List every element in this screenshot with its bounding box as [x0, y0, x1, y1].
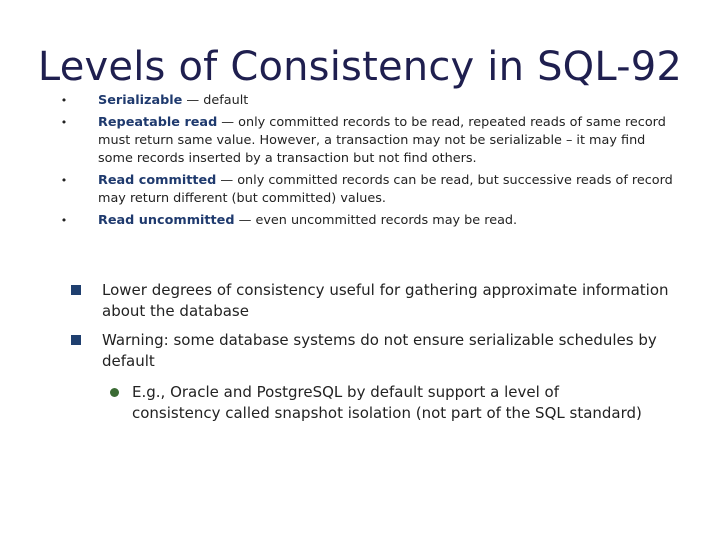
- bullet-icon: •: [60, 214, 68, 227]
- level-term: Serializable: [98, 93, 183, 108]
- level-desc: — default: [182, 93, 249, 108]
- level-desc: — only committed records to be read, repeated reads of same record must return same value. However, a transaction may not be serializable – it may find some records inserted by a transaction but not find others.: [98, 115, 666, 166]
- level-item-serializable: [58, 92, 678, 110]
- level-desc: — only committed records can be read, but successive reads of record may return different (but committed) values.: [98, 173, 673, 206]
- square-bullet-icon: [71, 335, 81, 345]
- level-term: Read committed: [98, 173, 217, 188]
- level-item-read-uncommitted: [58, 212, 678, 230]
- consistency-levels-list: [58, 92, 678, 230]
- square-bullet-icon: [71, 285, 81, 295]
- point-lower-degrees: [70, 280, 670, 322]
- level-term: Read uncommitted: [98, 213, 235, 228]
- level-term: Repeatable read: [98, 115, 218, 130]
- bullet-icon: •: [60, 116, 68, 129]
- slide-title: Levels of Consistency in SQL-92: [37, 44, 683, 90]
- subpoint-example: [108, 382, 648, 424]
- subpoint-text: E.g., Oracle and PostgreSQL by default support a level of consistency called snapshot isolation (not part of the SQL standard): [132, 383, 642, 422]
- circle-bullet-icon: [110, 388, 119, 397]
- point-text: Lower degrees of consistency useful for gathering approximate information about the database: [102, 281, 669, 320]
- bullet-icon: •: [60, 94, 68, 107]
- level-item-repeatable-read: [58, 114, 678, 168]
- level-item-read-committed: [58, 172, 678, 208]
- point-text: Warning: some database systems do not ensure serializable schedules by default: [102, 331, 657, 370]
- sub-points-list: [108, 382, 648, 424]
- point-warning: [70, 330, 670, 372]
- main-points-list: [70, 280, 670, 372]
- bullet-icon: •: [60, 174, 68, 187]
- level-desc: — even uncommitted records may be read.: [234, 213, 518, 228]
